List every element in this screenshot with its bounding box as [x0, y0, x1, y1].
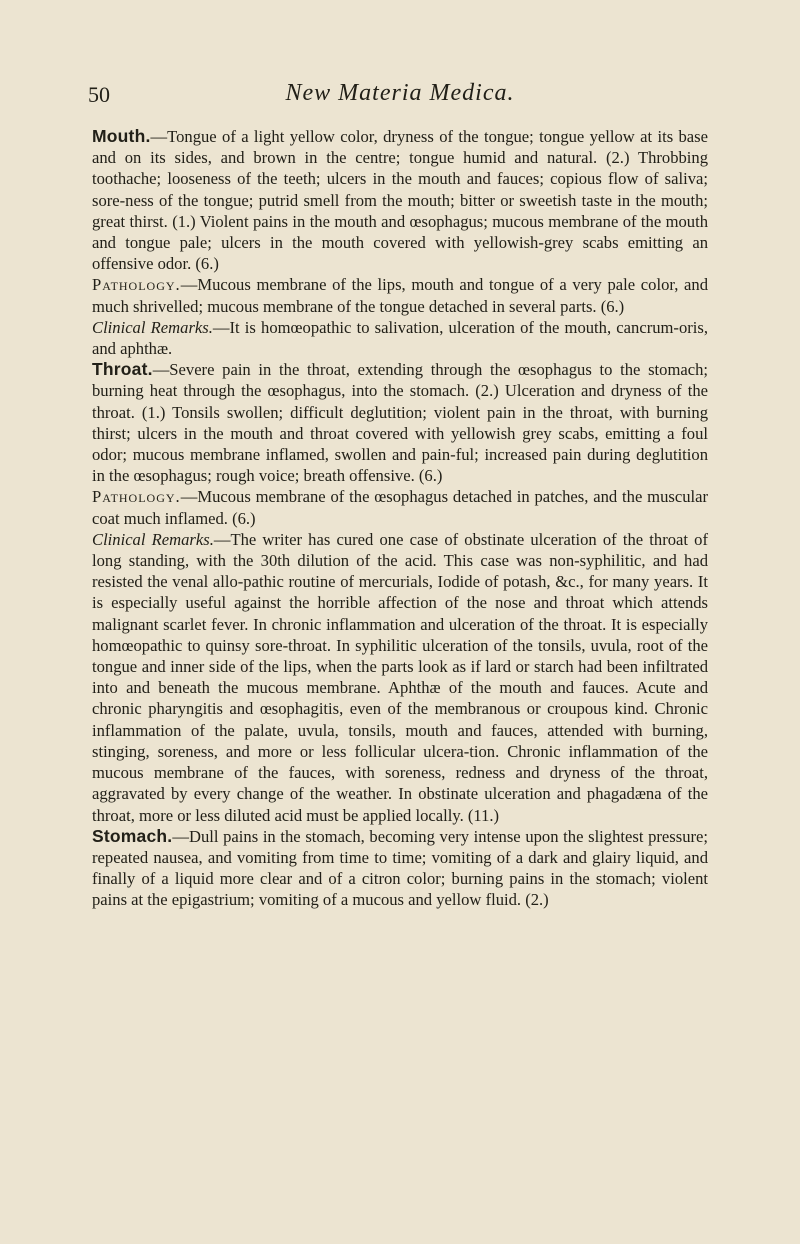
mouth-paragraph [92, 126, 708, 274]
section-heading-throat: Throat. [92, 359, 153, 380]
mouth-pathology-paragraph [92, 274, 708, 316]
page-number: 50 [88, 82, 110, 107]
stomach-text: —Dull pains in the stomach, becoming very intense upon the slightest pressure; repeated nausea, and vomiting from time to time; vomiting of a dark and glairy liquid, and finally of a liquid more clear and of a citron color; burning pains in the stomach; violent pains at the epigastrium; vomiting of a mucous and yellow fluid. (2.) [92, 826, 708, 910]
throat-remarks-label: Clinical Remarks. [92, 529, 214, 549]
mouth-pathology-text: —Mucous membrane of the lips, mouth and tongue of a very pale color, and much shrivelled; mucous membrane of the tongue detached in several parts. (6.) [92, 275, 708, 316]
mouth-text: —Tongue of a light yellow color, dryness of the tongue; tongue yellow at its base and on its sides, and brown in the centre; tongue humid and natural. (2.) Throbbing toothache; looseness of the teeth; ulcers in the mouth and fauces; copious flow of saliva; sore-ness of the tongue; putrid smell from the mouth; bitter or sweetish taste in the mouth; great thirst. (1.) Violent pains in the mouth and œsophagus; mucous membrane of the mouth and tongue pale; ulcers in the mouth covered with yellowish-grey scabs emitting an offensive odor. (6.) [92, 127, 708, 274]
throat-pathology-text: —Mucous membrane of the œsophagus detached in patches, and the muscular coat much inflamed. (6.) [92, 487, 708, 528]
section-heading-stomach: Stomach. [92, 825, 173, 846]
stomach-paragraph [92, 826, 708, 911]
throat-pathology-label: Pathology. [92, 487, 181, 507]
section-heading-mouth: Mouth. [92, 126, 151, 146]
throat-remarks-paragraph [92, 529, 708, 826]
mouth-pathology-label: Pathology. [92, 275, 181, 295]
running-head: New Materia Medica. [285, 80, 515, 106]
throat-text: —Severe pain in the throat, extending through the œsophagus to the stomach; burning heat through the œsophagus, into the stomach. (2.) Ulceration and dryness of the throat. (1.) Tonsils swollen; difficult deglutition; violent pain in the throat, with burning thirst; ulcers in the mouth and throat covered with yellowish grey scabs, emitting a foul odor; mucous membrane inflamed, swollen and pain-ful; increased pain during deglutition in the œsophagus; rough voice; breath offensive. (6.) [92, 360, 708, 486]
throat-remarks-text: —The writer has cured one case of obstinate ulceration of the throat of long standing, with the 30th dilution of the acid. This case was non-syphilitic, and had resisted the venal allo-pathic routine of mercurials, Iodide of potash, &c., for many years. It is especially useful against the horrible affection of the nose and throat which attends malignant scarlet fever. In chronic inflammation and ulceration of the throat. It is especially homœopathic to quinsy sore-throat. In syphilitic ulceration of the tonsils, uvula, root of the tongue and inner side of the lips, when the parts look as if lard or starch had been infiltrated into and beneath the mucous membrane. Aphthæ of the mouth and fauces. Acute and chronic pharyngitis and œsophagitis, even of the membranous or croupous kind. Chronic inflammation of the palate, uvula, tonsils, mouth and fauces, attended with burning, stinging, soreness, and more or less follicular ulcera-tion. Chronic inflammation of the mucous membrane of the fauces, with soreness, redness and dryness of the throat, aggravated by every change of the weather. In obstinate ulceration and phagadæna of the throat, more or less diluted acid must be applied locally. (11.) [92, 529, 708, 825]
throat-pathology-paragraph [92, 486, 708, 528]
mouth-remarks-text: —It is homœopathic to salivation, ulceration of the mouth, cancrum-oris, and aphthæ. [92, 317, 708, 359]
throat-paragraph [92, 359, 708, 486]
mouth-remarks-paragraph [92, 317, 708, 359]
page-body [92, 126, 708, 911]
mouth-remarks-label: Clinical Remarks. [92, 317, 213, 337]
